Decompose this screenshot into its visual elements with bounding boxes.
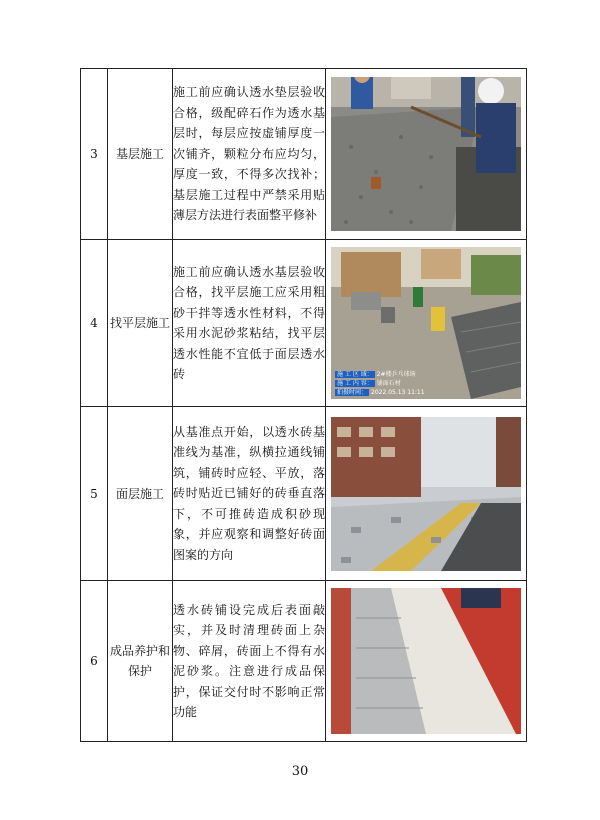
step-description: 透水砖铺设完成后表面敲实，并及时清理砖面上杂物、碎屑，砖面上不得有水泥砂浆。注意进行成品保护，保证交付时不影响正常功能 [173,581,326,742]
surface-layer-photo [331,417,521,571]
step-description: 施工前应确认透水垫层验收合格，级配碎石作为透水基层时，每层应按虚铺厚度一次铺齐，颗粒分布应均匀，厚度一致，不得多次找补；基层施工过程中严禁采用贴薄层方法进行表面整平修补 [173,69,326,240]
protection-photo [331,588,521,734]
step-description: 从基准点开始，以透水砖基准线为基准，纵横拉通线铺筑，铺砖时应轻、平放，落砖时贴近已铺好的砖垂直落下，不可推砖造成积砂现象，并应观察和调整好砖面图案的方向 [173,407,326,581]
step-name: 找平层施工 [108,240,173,407]
step-number: 5 [81,407,108,581]
step-name: 基层施工 [108,69,173,240]
construction-steps-table [80,68,527,742]
leveling-layer-photo [331,247,521,399]
table-row [81,69,527,240]
table-row [81,240,527,407]
step-number: 6 [81,581,108,742]
step-name: 成品养护和保护 [108,581,173,742]
page-number: 30 [291,764,309,779]
step-description: 施工前应确认透水基层验收合格，找平层施工应采用粗砂干拌等透水性材料，不得采用水泥砂浆粘结，找平层透水性能不宜低于面层透水砖 [173,240,326,407]
step-number: 3 [81,69,108,240]
base-layer-photo [331,77,521,231]
step-name: 面层施工 [108,407,173,581]
table-row [81,581,527,742]
table-row [81,407,527,581]
step-number: 4 [81,240,108,407]
photo-watermark: 施 工 区 域： 2#楼乒乓球场 施 工 内 容： 铺面石材 拍摄时间： 2022.05.13 11:11 [337,371,425,396]
